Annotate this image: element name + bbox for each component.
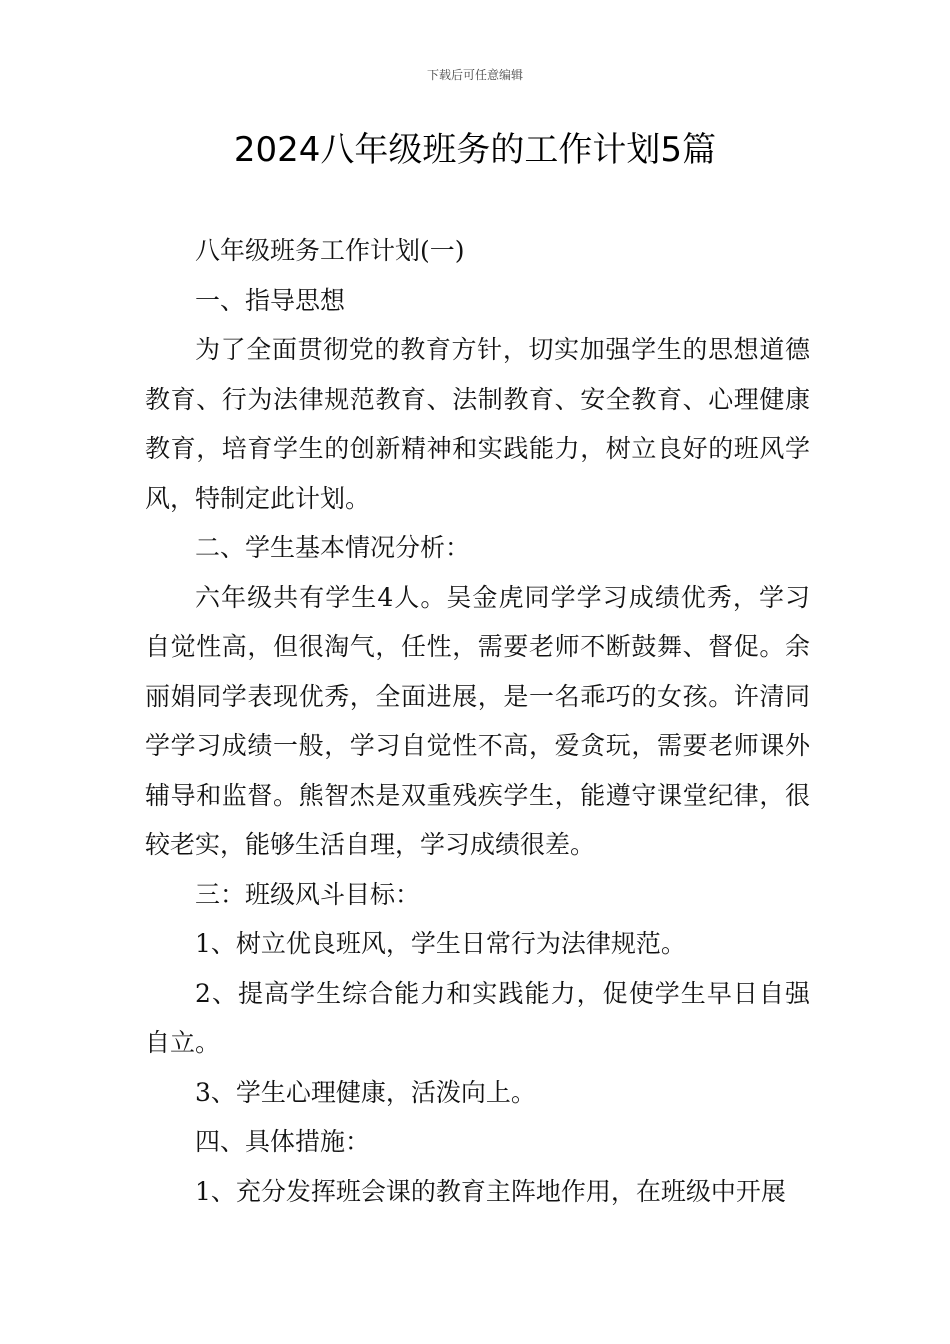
heading-student-analysis: 二、学生基本情况分析： [195,533,471,562]
header-note: 下载后可任意编辑 [426,68,523,82]
goal-item-2: 2、提高学生综合能力和实践能力，促使学生早日自强自立。 [145,978,810,1057]
goal-item-3: 3、学生心理健康，活泼向上。 [195,1077,536,1107]
document-title: 2024八年级班务的工作计划5篇 [233,130,717,170]
goal-item-1: 1、树立优良班风，学生日常行为法律规范。 [195,929,686,958]
heading-measures: 四、具体措施： [195,1127,371,1156]
section-heading-plan-one: 八年级班务工作计划(一) [195,236,465,265]
heading-guiding-ideology: 一、指导思想 [195,285,346,315]
paragraph-guiding-ideology: 为了全面贯彻党的教育方针，切实加强学生的思想道德教育、行为法律规范教育、法制教育、安全教育、心理健康教育，培育学生的创新精神和实践能力，树立良好的班风学风，特制定此计划。 [145,335,810,513]
paragraph-student-analysis: 六年级共有学生4人。吴金虎同学学习成绩优秀，学习自觉性高，但很淘气，任性，需要老师不断鼓舞、督促。余丽娟同学表现优秀，全面进展，是一名乖巧的女孩。许清同学学习成绩一般，学习自觉性不高，爱贪玩，需要老师课外辅导和监督。熊智杰是双重残疾学生，能遵守课堂纪律，很较老实，能够生活自理，学习成绩很差。 [145,582,810,859]
heading-class-goals: 三：班级风斗目标： [195,879,421,909]
document-body [145,226,810,1216]
measure-item-1: 1、充分发挥班会课的教育主阵地作用，在班级中开展 [195,1176,786,1206]
